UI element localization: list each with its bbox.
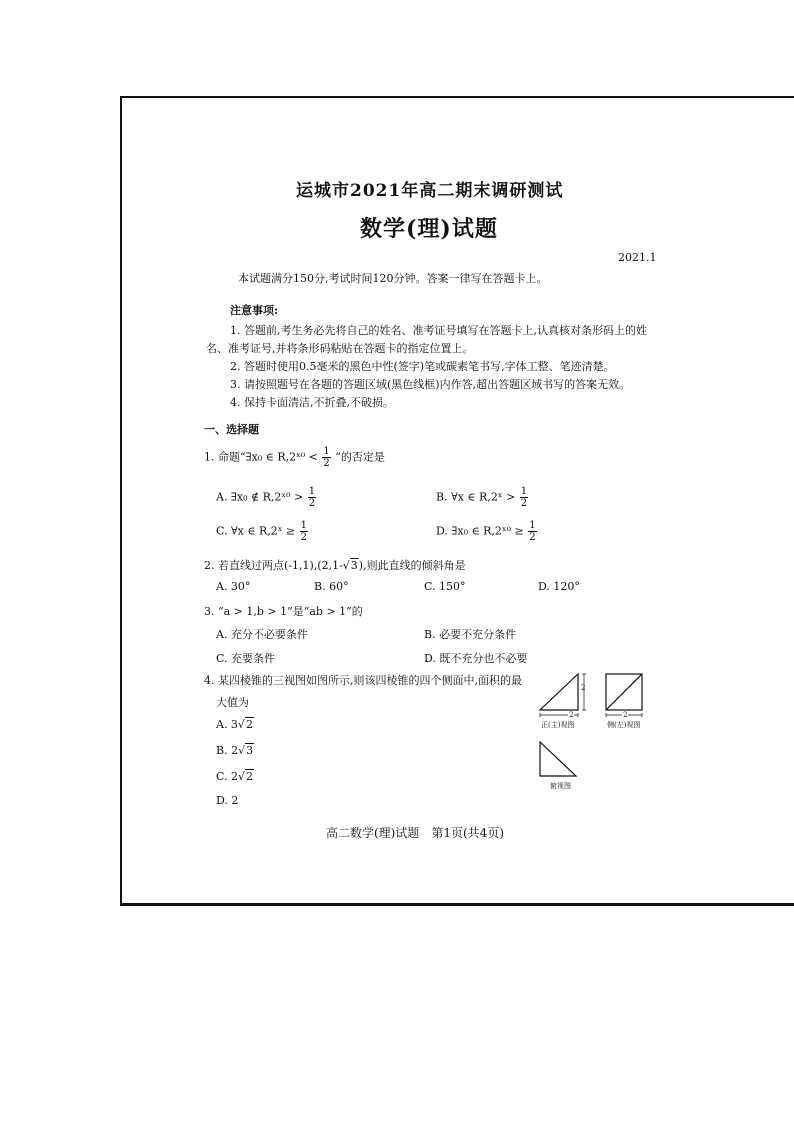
section-heading: 一、选择题 — [204, 423, 259, 436]
question-3-option-a: A. 充分不必要条件 — [216, 628, 308, 641]
exam-subject: 数学(理)试题 — [360, 216, 498, 242]
exam-intro: 本试题满分150分,考试时间120分钟。答案一律写在答题卡上。 — [238, 272, 548, 285]
fraction: $\frac{1}{2}$ — [323, 446, 330, 469]
question-1-stem: 1. 命题“∃x₀ ∈ R,2ˣ⁰ < $\frac{1}{2}$ ”的否定是 — [204, 446, 385, 469]
front-view-dimension: 2 — [569, 711, 574, 719]
note-item: 1. 答题前,考生务必先将自己的姓名、准考证号填写在答题卡上,认真核对条形码上的姓 — [230, 324, 647, 337]
question-3-option-b: B. 必要不充分条件 — [424, 628, 517, 641]
question-2-option-b: B. 60° — [314, 580, 349, 593]
front-view-drawing — [540, 674, 586, 717]
question-4-option-d: D. 2 — [216, 794, 239, 807]
question-2-option-d: D. 120° — [538, 580, 580, 593]
question-4-option-b: B. 2√3 — [216, 744, 254, 757]
question-1-option-d: D. ∃x₀ ∈ R,2ˣ⁰ ≥ $\frac{1}{2}$ — [436, 520, 536, 543]
front-view-height-dimension: 2 — [581, 684, 586, 692]
question-4-stem: 4. 某四棱锥的三视图如图所示,则该四棱锥的四个侧面中,面积的最 — [204, 674, 522, 687]
question-3-option-d: D. 既不充分也不必要 — [424, 652, 528, 665]
question-4-option-a: A. 3√2 — [216, 718, 253, 731]
side-view-dimension: 2 — [623, 711, 628, 719]
top-view-drawing — [540, 742, 576, 776]
question-1-option-b: B. ∀x ∈ R,2ˣ > $\frac{1}{2}$ — [436, 486, 528, 509]
notes-heading: 注意事项: — [230, 304, 279, 317]
question-4-option-c: C. 2√2 — [216, 770, 254, 783]
note-item: 4. 保持卡面清洁,不折叠,不破损。 — [230, 396, 394, 409]
note-item: 名、准考证号,并将条形码粘贴在答题卡的指定位置上。 — [206, 342, 474, 355]
page-footer: 高二数学(理)试题 第1页(共4页) — [326, 826, 504, 840]
question-3-option-c: C. 充要条件 — [216, 652, 276, 665]
exam-title: 运城市2021年高二期末调研测试 — [296, 181, 564, 201]
question-2-option-c: C. 150° — [424, 580, 466, 593]
note-item: 3. 请按照题号在各题的答题区域(黑色线框)内作答,超出答题区域书写的答案无效。 — [230, 378, 631, 391]
side-view-caption: 侧(左)视图 — [607, 721, 641, 729]
question-1-option-c: C. ∀x ∈ R,2ˣ ≥ $\frac{1}{2}$ — [216, 520, 308, 543]
question-4-stem-cont: 大值为 — [216, 696, 249, 709]
question-2-stem: 2. 若直线过两点(-1,1),(2,1-√3),则此直线的倾斜角是 — [204, 559, 466, 572]
question-1-option-a: A. ∃x₀ ∉ R,2ˣ⁰ > $\frac{1}{2}$ — [216, 486, 316, 509]
top-view-caption: 俯视图 — [550, 782, 571, 790]
question-2-option-a: A. 30° — [216, 580, 251, 593]
front-view-caption: 正(主)视图 — [541, 721, 575, 729]
question-3-stem: 3. “a > 1,b > 1”是“ab > 1”的 — [204, 605, 363, 618]
exam-date: 2021.1 — [618, 251, 657, 264]
note-item: 2. 答题时使用0.5毫米的黑色中性(签字)笔或碳素笔书写,字体工整、笔迹清楚。 — [230, 360, 615, 373]
three-view-figure — [536, 670, 644, 794]
